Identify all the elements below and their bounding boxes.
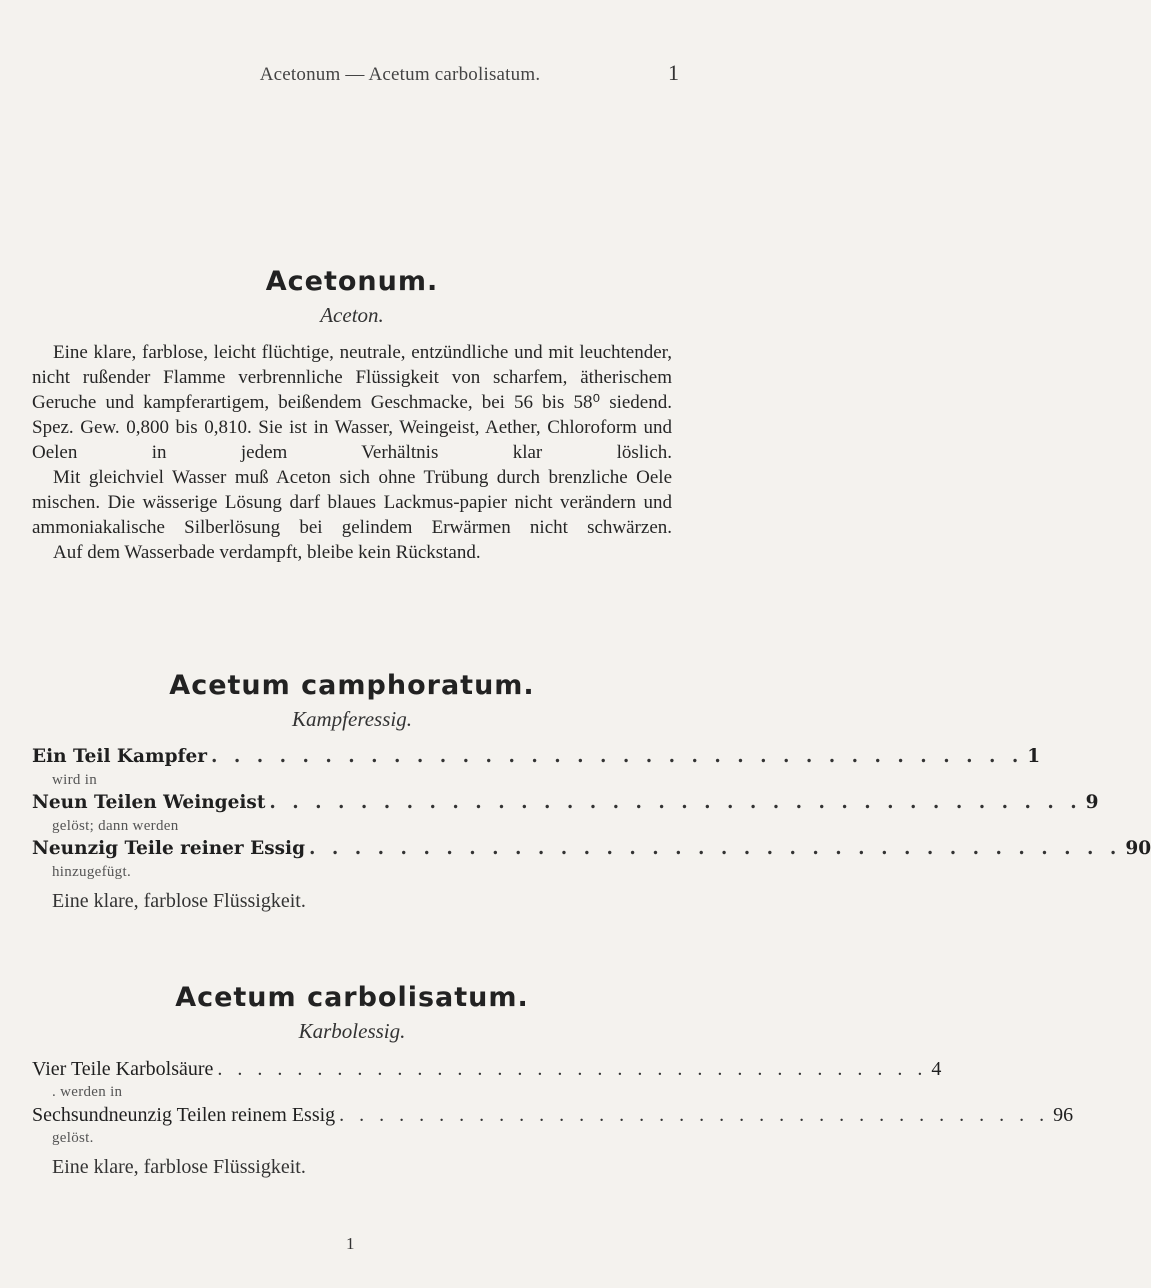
section-acetonum xyxy=(32,266,672,565)
closing-statement: Eine klare, farblose Flüssigkeit. xyxy=(52,890,306,912)
leader-dots: . . . . . . . . . . . . . . . . . . . . . . . . . . . . . . . . . . . . xyxy=(217,1058,928,1080)
leader-dots: . . . . . . . . . . . . . . . . . . . . . . . . . . . . . . . . . . . . xyxy=(210,746,1024,767)
recipe-line xyxy=(32,744,1041,770)
instruction-note: . werden in xyxy=(52,1084,123,1100)
section-title: Acetum camphoratum. xyxy=(169,670,535,701)
leader-dots: . . . . . . . . . . . . . . . . . . . . . . . . . . . . . . . . . . . . xyxy=(269,792,1082,813)
instruction-note: hinzugefügt. xyxy=(52,864,131,880)
ingredient-quantity: 9 xyxy=(1085,792,1099,813)
closing-statement: Eine klare, farblose Flüssigkeit. xyxy=(52,1156,306,1178)
ingredient-quantity: 96 xyxy=(1053,1104,1074,1126)
instruction-note: wird in xyxy=(52,772,98,788)
section-subtitle: Kampferessig. xyxy=(292,707,412,731)
leader-dots: . . . . . . . . . . . . . . . . . . . . . . . . . . . . . . . . . . . . xyxy=(339,1104,1050,1126)
ingredient-label: Neun Teilen Weingeist xyxy=(32,792,266,813)
recipe-line xyxy=(32,790,1099,816)
ingredient-quantity: 4 xyxy=(931,1058,942,1080)
section-title: Acetum carbolisatum. xyxy=(175,982,529,1013)
ingredient-label: Ein Teil Kampfer xyxy=(32,746,207,767)
section-acetum-carbolisatum xyxy=(32,982,1074,1180)
paragraph: Mit gleichviel Wasser muß Aceton sich ohne Trübung durch brenzliche Oele mischen. Die wässerige Lösung darf blaues Lackmus-papier nicht verändern und ammoniakalische Silberlösung bei gelindem Erwärmen nicht schwärzen. xyxy=(32,467,672,538)
recipe-line xyxy=(32,836,1151,862)
section-subtitle: Aceton. xyxy=(320,303,384,327)
section-title: Acetonum. xyxy=(265,266,439,297)
leader-dots: . . . . . . . . . . . . . . . . . . . . . . . . . . . . . . . . . . . . xyxy=(309,838,1122,859)
recipe-line xyxy=(32,1056,942,1082)
paragraph: Eine klare, farblose, leicht flüchtige, neutrale, entzündliche und mit leuchtender, nicht rußender Flamme verbrennliche Flüssigkeit von scharfem, ätherischem Geruche und kampferartigem, beißendem Geschmacke, bei 56 bis 58⁰ siedend. Spez. Gew. 0,800 bis 0,810. Sie ist in Wasser, Weingeist, Aether, Chloroform und Oelen in jedem Verhältnis klar löslich. xyxy=(32,342,672,463)
section-subtitle: Karbolessig. xyxy=(298,1019,406,1043)
footer-page-number: 1 xyxy=(346,1234,355,1253)
recipe-line xyxy=(32,1102,1074,1128)
instruction-note: gelöst. xyxy=(52,1130,94,1146)
running-header: Acetonum — Acetum carbolisatum. xyxy=(259,64,541,85)
paragraph: Auf dem Wasserbade verdampft, bleibe kein Rückstand. xyxy=(53,542,481,563)
section-acetum-camphoratum xyxy=(32,670,1151,914)
ingredient-label: Neunzig Teile reiner Essig xyxy=(32,838,306,859)
instruction-note: gelöst; dann werden xyxy=(52,818,179,834)
ingredient-quantity: 1 xyxy=(1027,746,1041,767)
ingredient-quantity: 90 xyxy=(1125,838,1151,859)
ingredient-label: Sechsundneunzig Teilen reinem Essig xyxy=(32,1104,336,1126)
ingredient-label: Vier Teile Karbolsäure xyxy=(32,1058,214,1080)
header-page-number: 1 xyxy=(668,60,679,85)
